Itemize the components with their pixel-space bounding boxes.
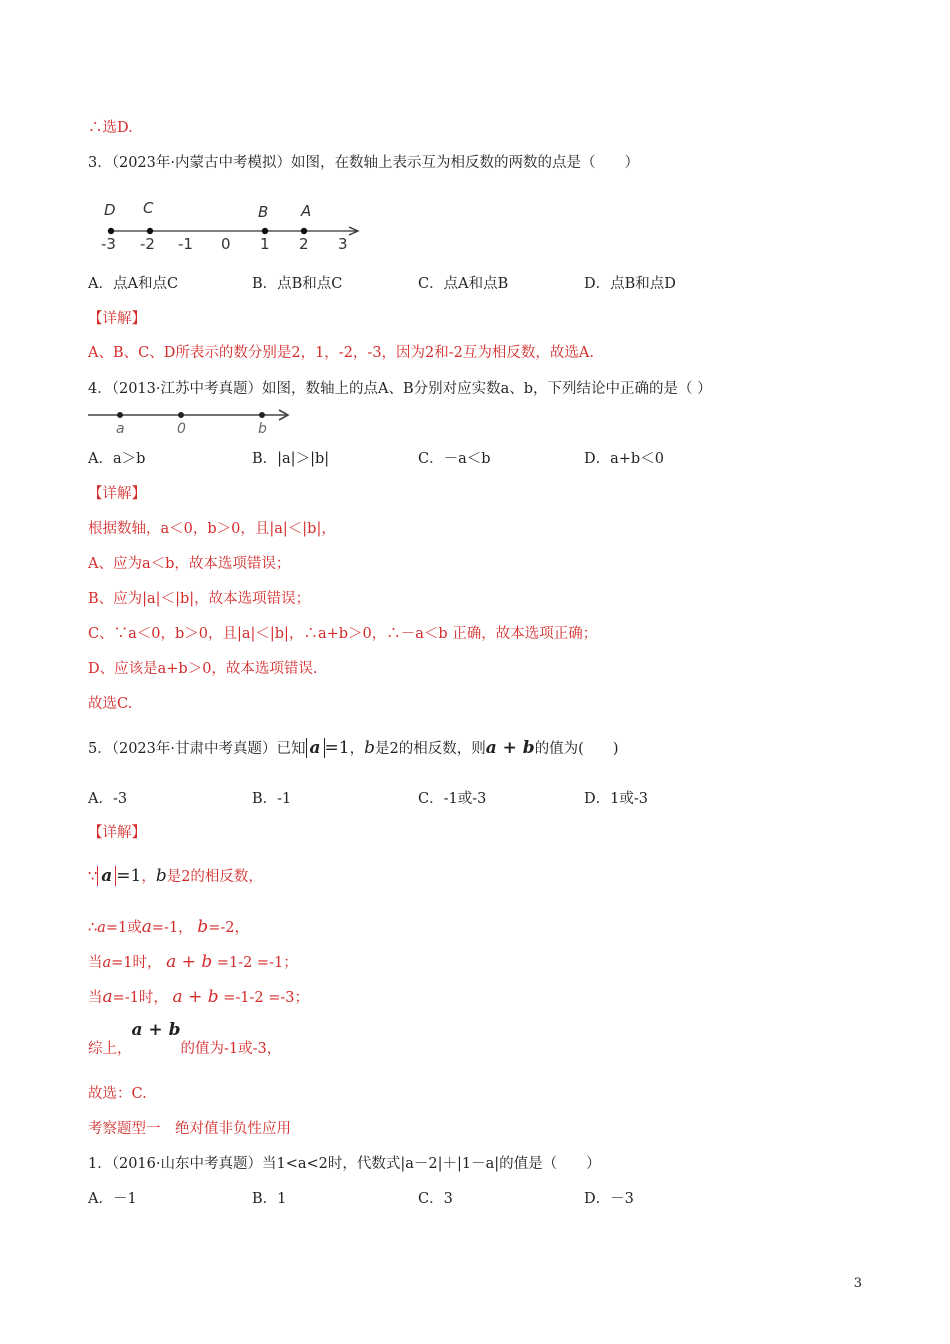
section-q1-option-a: A．－1 bbox=[88, 1191, 137, 1207]
q4-line-1: 根据数轴，a＜0，b＞0，且|a|＜|b|， bbox=[88, 521, 336, 537]
cond-text: =-1时， bbox=[112, 990, 168, 1006]
point-b bbox=[259, 412, 265, 418]
eq-text: =1或 bbox=[105, 920, 142, 936]
point-label-d: D bbox=[104, 201, 116, 219]
result-text: =1-2 =-1； bbox=[216, 955, 298, 971]
q5-line-1-tail: 是2的相反数， bbox=[166, 869, 263, 885]
comma: ， bbox=[141, 869, 156, 885]
tick-label: 3 bbox=[338, 235, 348, 253]
point-a bbox=[301, 228, 307, 234]
section-q1-options bbox=[88, 1189, 848, 1209]
section-q1-option-b: B．1 bbox=[252, 1191, 287, 1207]
point-c bbox=[147, 228, 153, 234]
q4-option-a: A．a＞b bbox=[88, 451, 146, 467]
therefore-symbol: ∴ bbox=[88, 920, 98, 936]
section-q1-option-d: D．－3 bbox=[584, 1191, 634, 1207]
q5-line-1 bbox=[88, 866, 263, 887]
abs-a: a bbox=[306, 738, 325, 758]
result-text: =-1-2 =-3； bbox=[223, 990, 310, 1006]
q4-detail-label: 【详解】 bbox=[88, 486, 146, 502]
point-label-c: C bbox=[143, 199, 154, 217]
b-var: b bbox=[197, 917, 209, 937]
section-q1-option-c: C．3 bbox=[418, 1191, 453, 1207]
eq-one: =1 bbox=[116, 866, 142, 886]
q4-line-4: C、∵a＜0，b＞0，且|a|＜|b|，∴a+b＞0，∴－a＜b 正确，故本选项正确； bbox=[88, 626, 598, 642]
q3-option-c: C．点A和点B bbox=[418, 276, 509, 292]
q3-options bbox=[88, 274, 848, 294]
tick-label: 2 bbox=[299, 235, 309, 253]
q5-stem-mid: 是2的相反数，则 bbox=[374, 741, 486, 757]
a-var: a bbox=[102, 955, 112, 971]
page-number: 3 bbox=[853, 1276, 862, 1291]
q3-stem: 3．（2023年·内蒙古中考模拟）如图，在数轴上表示互为相反数的两数的点是（ ） bbox=[88, 155, 639, 171]
q5-stem bbox=[88, 738, 619, 759]
tick-label: -1 bbox=[178, 235, 193, 253]
q4-option-b: B．|a|＞|b| bbox=[252, 451, 330, 467]
q4-options bbox=[88, 449, 848, 469]
q3-detail-label: 【详解】 bbox=[88, 311, 146, 327]
eq-text: =-1， bbox=[151, 920, 193, 936]
abs-a: a bbox=[97, 866, 116, 886]
point-b bbox=[262, 228, 268, 234]
b-var: b bbox=[155, 866, 167, 886]
label-b: b bbox=[258, 421, 267, 437]
q5-line-3 bbox=[88, 952, 298, 973]
q3-number-line bbox=[88, 193, 368, 255]
q3-explanation: A、B、C、D所表示的数分别是2，1，-2，-3，因为2和-2互为相反数，故选A. bbox=[88, 345, 594, 361]
a-var: a bbox=[141, 917, 152, 937]
q3-option-a: A．点A和点C bbox=[88, 276, 179, 292]
q4-line-5: D、应该是a+b＞0，故本选项错误. bbox=[88, 661, 318, 677]
q5-options bbox=[88, 789, 848, 809]
q5-line-5 bbox=[88, 1020, 282, 1064]
q5-conclusion: 故选：C. bbox=[88, 1086, 147, 1102]
q3-option-d: D．点B和点D bbox=[584, 276, 676, 292]
q4-line-2: A、应为a＜b，故本选项错误； bbox=[88, 556, 291, 572]
because-symbol: ∵ bbox=[88, 869, 98, 885]
point-label-b: B bbox=[258, 203, 269, 221]
a-var: a bbox=[97, 920, 106, 936]
point-label-a: A bbox=[301, 202, 312, 220]
q5-option-d: D．1或-3 bbox=[584, 791, 648, 807]
tick-label: 0 bbox=[221, 235, 231, 253]
eq-one: =1 bbox=[324, 738, 350, 758]
a-plus-b: a + b bbox=[485, 738, 535, 758]
a-plus-b: a + b bbox=[166, 952, 213, 972]
cond-text: =1时， bbox=[111, 955, 162, 971]
label-zero: 0 bbox=[177, 421, 186, 437]
q4-option-d: D．a+b＜0 bbox=[584, 451, 664, 467]
previous-answer: ∴选D. bbox=[88, 120, 133, 136]
q4-option-c: C．－a＜b bbox=[418, 451, 491, 467]
section-q1-stem: 1．（2016·山东中考真题）当1<a<2时，代数式|a－2|＋|1－a|的值是（ ） bbox=[88, 1156, 601, 1172]
q5-option-b: B．-1 bbox=[252, 791, 292, 807]
q5-stem-suffix: 的值为( ) bbox=[534, 741, 619, 757]
a-var: a bbox=[102, 987, 113, 1007]
q3-option-b: B．点B和点C bbox=[252, 276, 343, 292]
point-d bbox=[108, 228, 114, 234]
tick-label: 1 bbox=[260, 235, 270, 253]
q5-option-a: A．-3 bbox=[88, 791, 128, 807]
summary-suffix: 的值为-1或-3， bbox=[180, 1041, 282, 1057]
when-text: 当 bbox=[88, 955, 103, 971]
comma: ， bbox=[349, 741, 365, 757]
q5-line-4 bbox=[88, 987, 309, 1008]
tick-label: -2 bbox=[140, 235, 155, 253]
q4-line-6: 故选C. bbox=[88, 696, 133, 712]
summary-prefix: 综上， bbox=[88, 1041, 132, 1057]
point-zero bbox=[178, 412, 184, 418]
q5-detail-label: 【详解】 bbox=[88, 825, 146, 841]
b-var: b bbox=[364, 738, 375, 758]
q5-stem-prefix: 5．（2023年·甘肃中考真题）已知 bbox=[88, 741, 306, 757]
q4-line-3: B、应为|a|＜|b|，故本选项错误； bbox=[88, 591, 311, 607]
when-text: 当 bbox=[88, 990, 103, 1006]
a-plus-b: a + b bbox=[131, 1020, 181, 1040]
eq-text: =-2， bbox=[208, 920, 249, 936]
label-a: a bbox=[116, 421, 125, 437]
q4-number-line bbox=[88, 405, 298, 437]
a-plus-b: a + b bbox=[172, 987, 219, 1007]
point-a bbox=[117, 412, 123, 418]
tick-label: -3 bbox=[101, 235, 116, 253]
section-title: 考察题型一 绝对值非负性应用 bbox=[88, 1121, 291, 1137]
q5-option-c: C．-1或-3 bbox=[418, 791, 487, 807]
q4-stem: 4．（2013·江苏中考真题）如图，数轴上的点A、B分别对应实数a、b，下列结论中正确的是（ ） bbox=[88, 381, 712, 397]
q5-line-2 bbox=[88, 917, 249, 938]
